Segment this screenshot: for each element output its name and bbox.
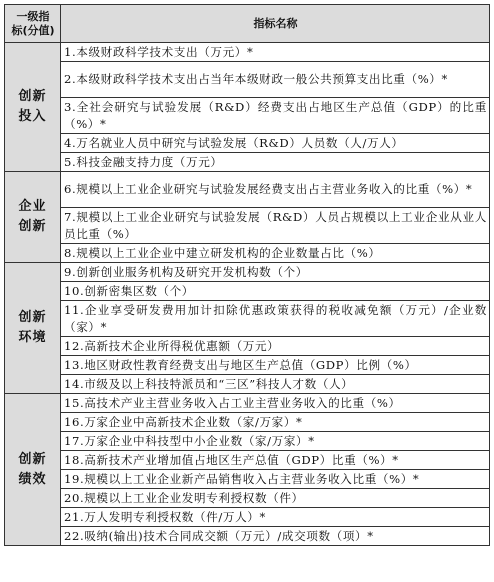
category-cell bbox=[5, 172, 61, 263]
table-row bbox=[5, 508, 490, 527]
category-label-line: 环境 bbox=[18, 330, 47, 345]
indicator-cell: 4.万名就业人员中研究与试验发展（R&D）人员数（人/万人） bbox=[61, 134, 490, 153]
category-cell bbox=[5, 263, 61, 394]
table-row bbox=[5, 356, 490, 375]
table-row bbox=[5, 470, 490, 489]
table-row bbox=[5, 263, 490, 282]
table-row bbox=[5, 208, 490, 244]
indicator-cell: 15.高技术产业主营业务收入占工业主营业务收入的比重（%） bbox=[61, 394, 490, 413]
table-row bbox=[5, 134, 490, 153]
category-label-line: 投入 bbox=[18, 109, 47, 124]
indicator-cell: 11.企业享受研发费用加计扣除优惠政策获得的税收减免额（万元）/企业数（家）* bbox=[61, 301, 490, 337]
header-level1-line2: 标(分值) bbox=[11, 23, 55, 37]
indicator-cell: 18.高新技术产业增加值占地区生产总值（GDP）比重（%）* bbox=[61, 451, 490, 470]
table-row bbox=[5, 451, 490, 470]
table-row bbox=[5, 413, 490, 432]
category-label-line: 企业 bbox=[18, 199, 47, 214]
table-row bbox=[5, 489, 490, 508]
header-indicator-name: 指标名称 bbox=[61, 5, 490, 43]
table-row bbox=[5, 153, 490, 172]
table-row bbox=[5, 301, 490, 337]
indicator-cell: 2.本级财政科学技术支出占当年本级财政一般公共预算支出比重（%）* bbox=[61, 62, 490, 98]
category-label-line: 创新 bbox=[18, 310, 47, 325]
table-row bbox=[5, 244, 490, 263]
header-level1-indicator bbox=[5, 5, 61, 43]
indicator-cell: 13.地区财政性教育经费支出与地区生产总值（GDP）比例（%） bbox=[61, 356, 490, 375]
table-row bbox=[5, 62, 490, 98]
table-row bbox=[5, 337, 490, 356]
indicator-cell: 1.本级财政科学技术支出（万元）* bbox=[61, 43, 490, 62]
category-label-line: 绩效 bbox=[18, 471, 47, 487]
indicator-cell: 19.规模以上工业企业新产品销售收入占主营业务收入比重（%）* bbox=[61, 470, 490, 489]
indicator-cell: 9.创新创业服务机构及研究开发机构数（个） bbox=[61, 263, 490, 282]
table-row bbox=[5, 432, 490, 451]
indicator-cell: 16.万家企业中高新技术企业数（家/万家）* bbox=[61, 413, 490, 432]
category-label-line: 创新 bbox=[18, 451, 47, 467]
table-row bbox=[5, 394, 490, 413]
indicator-cell: 8.规模以上工业企业中建立研发机构的企业数量占比（%） bbox=[61, 244, 490, 263]
category-label-line: 创新 bbox=[18, 89, 47, 104]
category-cell bbox=[5, 43, 61, 172]
table-row bbox=[5, 172, 490, 208]
table-row bbox=[5, 375, 490, 394]
indicator-cell: 12.高新技术企业所得税优惠额（万元） bbox=[61, 337, 490, 356]
indicator-table bbox=[4, 4, 490, 546]
indicator-cell: 14.市级及以上科技特派员和“三区”科技人才数（人） bbox=[61, 375, 490, 394]
header-row bbox=[5, 5, 490, 43]
indicator-cell: 22.吸纳(输出)技术合同成交额（万元）/成交项数（项）* bbox=[61, 527, 490, 546]
category-label-line: 创新 bbox=[18, 219, 47, 234]
table-row bbox=[5, 98, 490, 134]
indicator-cell: 7.规模以上工业企业研究与试验发展（R&D）人员占规模以上工业企业从业人员比重（%） bbox=[61, 208, 490, 244]
header-level1-line1: 一级指 bbox=[16, 9, 50, 23]
indicator-cell: 3.全社会研究与试验发展（R&D）经费支出占地区生产总值（GDP）的比重（%）* bbox=[61, 98, 490, 134]
indicator-cell: 10.创新密集区数（个） bbox=[61, 282, 490, 301]
indicator-cell: 20.规模以上工业企业发明专利授权数（件） bbox=[61, 489, 490, 508]
indicator-cell: 5.科技金融支持力度（万元） bbox=[61, 153, 490, 172]
category-cell bbox=[5, 394, 61, 546]
table-row bbox=[5, 43, 490, 62]
indicator-cell: 6.规模以上工业企业研究与试验发展经费支出占主营业务收入的比重（%）* bbox=[61, 172, 490, 208]
table-row bbox=[5, 282, 490, 301]
table-row bbox=[5, 527, 490, 546]
indicator-cell: 21.万人发明专利授权数（件/万人）* bbox=[61, 508, 490, 527]
indicator-cell: 17.万家企业中科技型中小企业数（家/万家）* bbox=[61, 432, 490, 451]
